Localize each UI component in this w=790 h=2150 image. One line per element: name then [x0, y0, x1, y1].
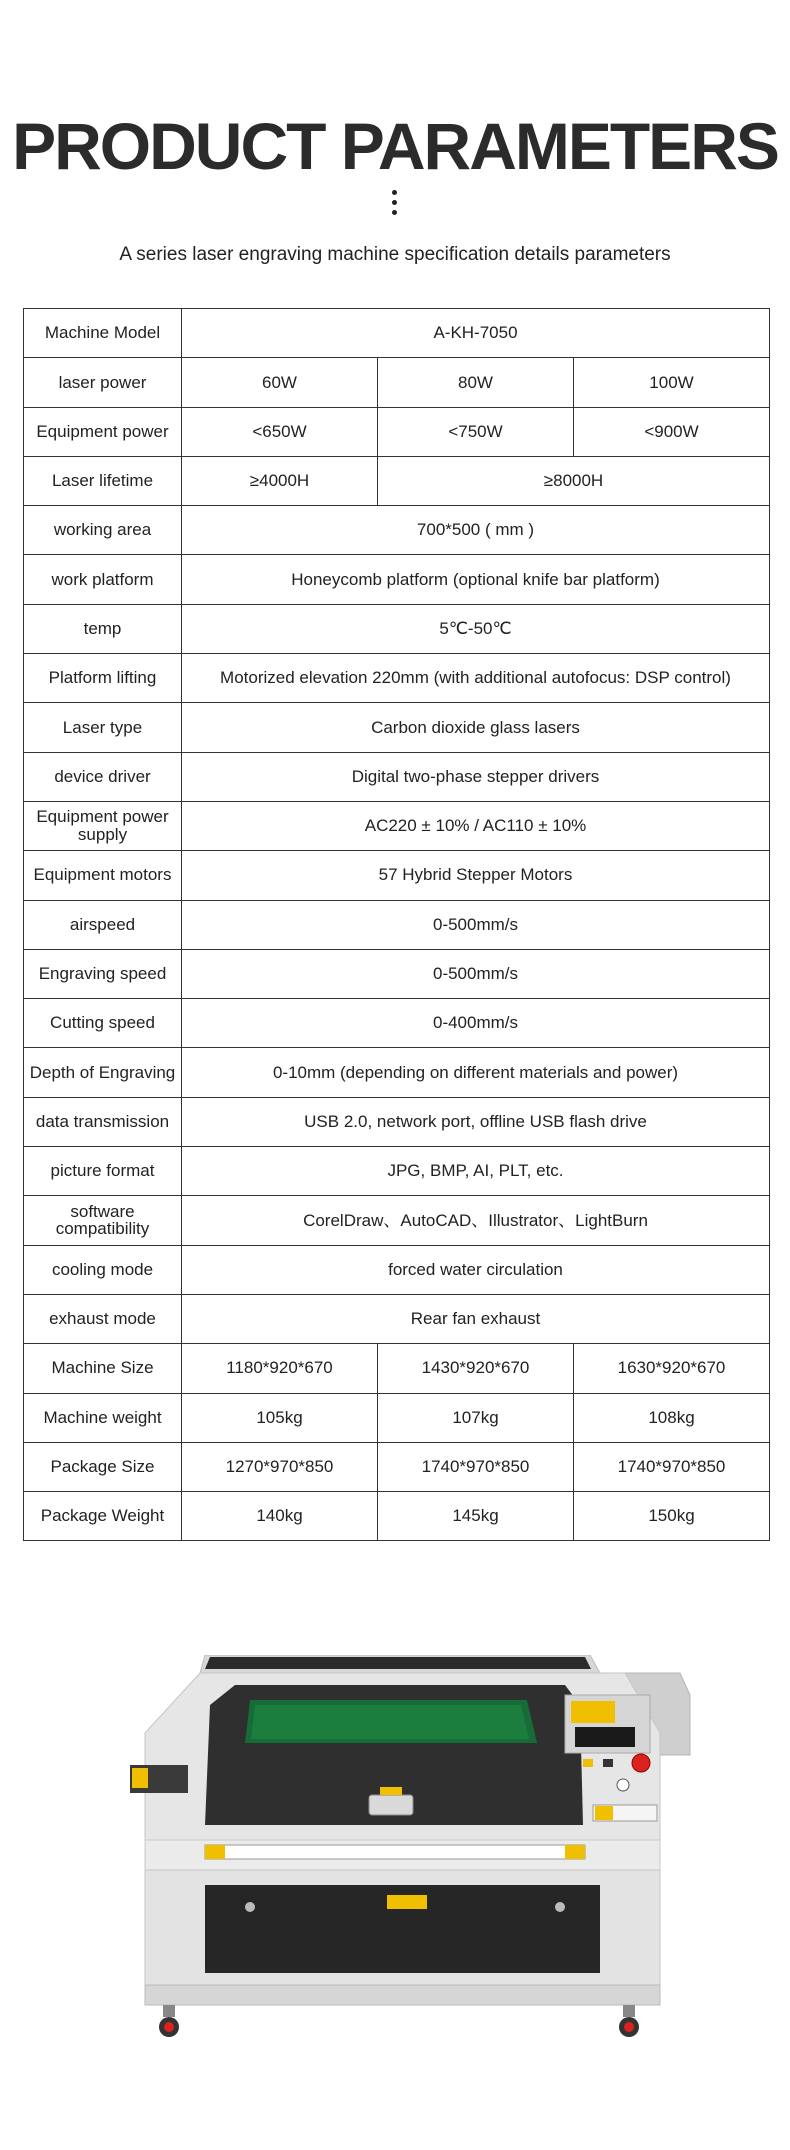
row-label: Depth of Engraving — [24, 1048, 182, 1097]
row-value: 700*500 ( mm ) — [182, 506, 770, 555]
table-row — [24, 456, 770, 505]
row-value: ≥4000H — [182, 456, 378, 505]
row-label: Equipment motors — [24, 851, 182, 900]
row-label: picture format — [24, 1147, 182, 1196]
row-value: 107kg — [378, 1393, 574, 1442]
table-row — [24, 703, 770, 752]
row-label: Machine Size — [24, 1344, 182, 1393]
row-value: Honeycomb platform (optional knife bar platform) — [182, 555, 770, 604]
row-value: 1740*970*850 — [574, 1442, 770, 1491]
row-value: <750W — [378, 407, 574, 456]
row-label: software compatibility — [24, 1196, 182, 1245]
row-label: data transmission — [24, 1097, 182, 1146]
table-row — [24, 949, 770, 998]
divider-dots — [392, 190, 398, 220]
row-value: 1740*970*850 — [378, 1442, 574, 1491]
row-value: JPG, BMP, AI, PLT, etc. — [182, 1147, 770, 1196]
table-row — [24, 1196, 770, 1245]
table-row — [24, 1393, 770, 1442]
row-value: 5℃-50℃ — [182, 604, 770, 653]
row-label: Package Size — [24, 1442, 182, 1491]
row-label: cooling mode — [24, 1245, 182, 1294]
table-row — [24, 1245, 770, 1294]
table-row — [24, 1147, 770, 1196]
row-label: Equipment power supply — [24, 801, 182, 850]
row-label: laser power — [24, 358, 182, 407]
table-row — [24, 1442, 770, 1491]
row-label: temp — [24, 604, 182, 653]
row-label: airspeed — [24, 900, 182, 949]
row-value: 0-500mm/s — [182, 900, 770, 949]
table-row — [24, 1048, 770, 1097]
row-label: Machine weight — [24, 1393, 182, 1442]
spec-table — [23, 308, 770, 1541]
row-label: Laser lifetime — [24, 456, 182, 505]
row-value: 1180*920*670 — [182, 1344, 378, 1393]
row-value: 60W — [182, 358, 378, 407]
table-row — [24, 1097, 770, 1146]
row-label: Engraving speed — [24, 949, 182, 998]
table-row — [24, 506, 770, 555]
page-title: PRODUCT PARAMETERS — [12, 109, 778, 183]
row-label: Equipment power — [24, 407, 182, 456]
row-value: CorelDraw、AutoCAD、Illustrator、LightBurn — [182, 1196, 770, 1245]
row-value: 140kg — [182, 1492, 378, 1541]
table-row — [24, 851, 770, 900]
row-value: 0-10mm (depending on different materials and power) — [182, 1048, 770, 1097]
table-row — [24, 900, 770, 949]
row-value: forced water circulation — [182, 1245, 770, 1294]
row-value: Motorized elevation 220mm (with additional autofocus: DSP control) — [182, 654, 770, 703]
row-value: A-KH-7050 — [182, 309, 770, 358]
row-value: 1270*970*850 — [182, 1442, 378, 1491]
row-value: 105kg — [182, 1393, 378, 1442]
table-row — [24, 309, 770, 358]
table-row — [24, 1344, 770, 1393]
table-row — [24, 999, 770, 1048]
row-value: Carbon dioxide glass lasers — [182, 703, 770, 752]
laser-engraver-machine-image — [105, 1655, 695, 2045]
row-value: 0-500mm/s — [182, 949, 770, 998]
table-row — [24, 358, 770, 407]
row-label: device driver — [24, 752, 182, 801]
row-label: Laser type — [24, 703, 182, 752]
table-row — [24, 407, 770, 456]
row-label: exhaust mode — [24, 1294, 182, 1343]
row-label: Cutting speed — [24, 999, 182, 1048]
row-label: Platform lifting — [24, 654, 182, 703]
row-value: 1430*920*670 — [378, 1344, 574, 1393]
table-row — [24, 1294, 770, 1343]
row-value: Rear fan exhaust — [182, 1294, 770, 1343]
row-label: Package Weight — [24, 1492, 182, 1541]
row-value: 100W — [574, 358, 770, 407]
row-value: AC220 ± 10% / AC110 ± 10% — [182, 801, 770, 850]
row-value: 0-400mm/s — [182, 999, 770, 1048]
row-value: <900W — [574, 407, 770, 456]
row-value: 150kg — [574, 1492, 770, 1541]
row-value: 80W — [378, 358, 574, 407]
row-value: 1630*920*670 — [574, 1344, 770, 1393]
row-label: working area — [24, 506, 182, 555]
table-row — [24, 752, 770, 801]
row-value: Digital two-phase stepper drivers — [182, 752, 770, 801]
row-value: <650W — [182, 407, 378, 456]
row-value: USB 2.0, network port, offline USB flash drive — [182, 1097, 770, 1146]
row-value: ≥8000H — [378, 456, 770, 505]
row-value: 145kg — [378, 1492, 574, 1541]
table-row — [24, 555, 770, 604]
table-row — [24, 1492, 770, 1541]
table-row — [24, 801, 770, 850]
table-row — [24, 654, 770, 703]
page-subtitle: A series laser engraving machine specification details parameters — [119, 244, 671, 265]
row-value: 57 Hybrid Stepper Motors — [182, 851, 770, 900]
row-value: 108kg — [574, 1393, 770, 1442]
row-label: Machine Model — [24, 309, 182, 358]
row-label: work platform — [24, 555, 182, 604]
table-row — [24, 604, 770, 653]
